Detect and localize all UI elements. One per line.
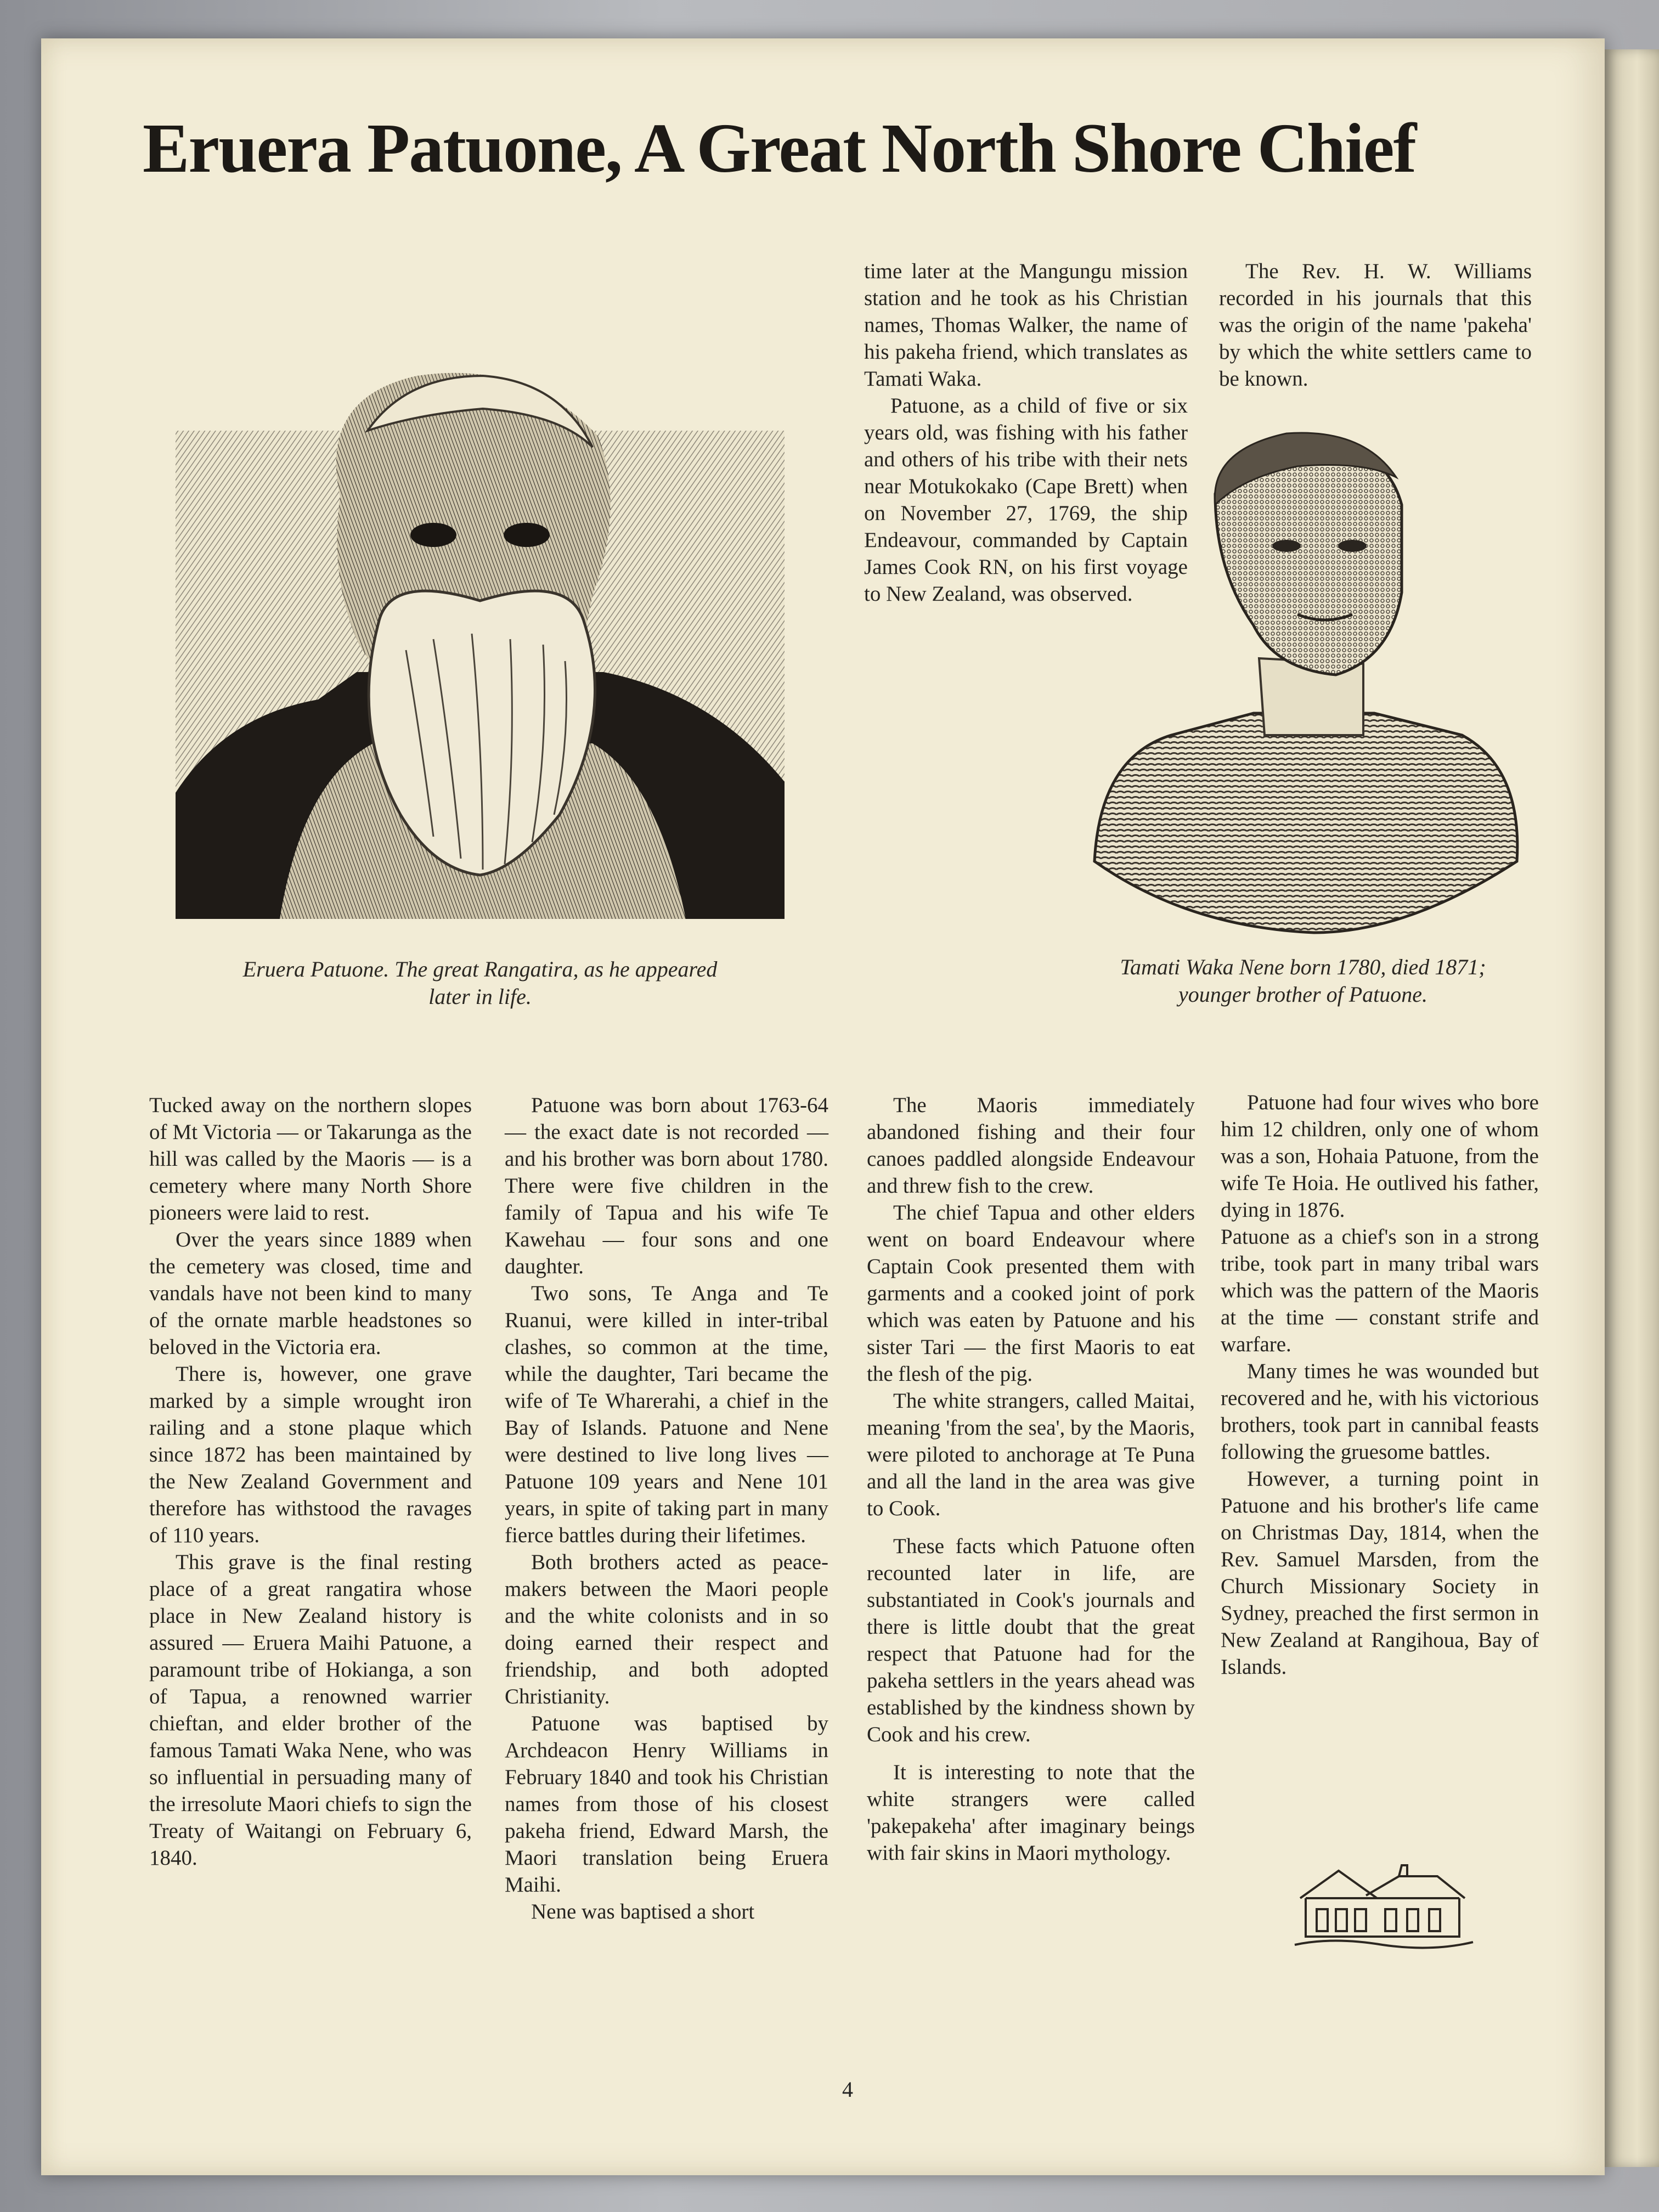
paragraph: This grave is the final resting place of a great rangatira whose place in New Zealand history is assured — Eruera Maihi Patuone, a paramount tribe of Hokianga, a son of Tapua, a renowned warrier chieftan, and elder brother of the famous Tamati Waka Nene, who was so influential in persuading many of the irresolute Maori chiefs to sign the Treaty of Waitangi on February 6, 1840.	[149, 1550, 472, 1870]
nene-caption	[1062, 953, 1544, 1008]
upper-column-4	[1219, 258, 1532, 392]
article-title: Eruera Patuone, A Great North Shore Chief	[143, 109, 1416, 187]
paragraph: Patuone, as a child of five or six years old, was fishing with his father and others of his tribe with their nets near Motukokako (Cape Brett) when on November 27, 1769, the ship Endeavour, commanded by Captain James Cook RN, on his first voyage to New Zealand, was observed.	[864, 394, 1188, 606]
paragraph: The Maoris immediately abandoned fishing and their four canoes paddled alongside Endeavour and threw fish to the crew.	[867, 1093, 1195, 1198]
paragraph: These facts which Patuone often recounted later in life, are substantiated in Cook's journals and there is little doubt that the great respect that Patuone had for the pakeha settlers in the years ahead was established by the kindness shown by Cook and his crew.	[867, 1534, 1195, 1746]
column-1	[149, 1092, 472, 1871]
paragraph: However, a turning point in Patuone and his brother's life came on Christmas Day, 1814, when the Rev. Samuel Marsden, from the Church Missionary Society in Sydney, preached the first sermon in New Zealand at Rangihoua, Bay of Islands.	[1221, 1467, 1539, 1679]
paragraph: The chief Tapua and other elders went on board Endeavour where Captain Cook presented them with garments and a cooked joint of pork which was eaten by Patuone and his sister Tari — the first Maoris to eat the flesh of the pig.	[867, 1201, 1195, 1386]
caption-line: Eruera Patuone. The great Rangatira, as he appeared	[242, 957, 718, 981]
paragraph: Many times he was wounded but recovered and he, with his victorious brothers, took part in cannibal feasts following the gruesome battles.	[1221, 1359, 1539, 1464]
paragraph: There is, however, one grave marked by a simple wrought iron railing and a stone plaque which since 1872 has been maintained by the New Zealand Government and therefore has withstood the ravages of 110 years.	[149, 1362, 472, 1547]
paragraph: Patuone as a chief's son in a strong tribe, took part in many tribal wars which was the pattern of the Maoris at the time — constant strife and warfare.	[1221, 1225, 1539, 1356]
building-sketch	[1289, 1854, 1476, 1953]
upper-column-3	[864, 258, 1188, 607]
paragraph: The white strangers, called Maitai, meaning 'from the sea', by the Maoris, were piloted to anchorage at Te Puna and all the land in the area was give to Cook.	[867, 1389, 1195, 1520]
paragraph: Two sons, Te Anga and Te Ruanui, were killed in inter-tribal clashes, so common at the time, while the daughter, Tari became the wife of Te Wharerahi, a chief in the Bay of Islands. Patuone and Nene were destined to live long lives — Patuone 109 years and Nene 101 years, in spite of taking part in many fierce battles during their lifetimes.	[505, 1282, 828, 1547]
patuone-portrait	[176, 365, 785, 919]
page-number: 4	[842, 2077, 853, 2102]
paragraph: Both brothers acted as peace-makers between the Maori people and the white colonists and in so doing earned their respect and friendship, and both adopted Christianity.	[505, 1550, 828, 1708]
paragraph: Tucked away on the northern slopes of Mt Victoria — or Takarunga as the hill was called by the Maoris — is a cemetery where many North Shore pioneers were laid to rest.	[149, 1093, 472, 1224]
column-2	[505, 1092, 828, 1925]
paragraph: Patuone was baptised by Archdeacon Henry Williams in February 1840 and took his Christian names from those of his closest pakeha friend, Edward Marsh, the Maori translation being Eruera Maihi.	[505, 1712, 828, 1897]
caption-line: younger brother of Patuone.	[1178, 982, 1427, 1007]
paragraph: The Rev. H. W. Williams recorded in his journals that this was the origin of the name 'pakeha' by which the white settlers came to be known.	[1219, 259, 1532, 391]
paragraph: Nene was baptised a short	[531, 1900, 755, 1923]
column-4	[1221, 1089, 1539, 1680]
paragraph: It is interesting to note that the white strangers were called 'pakepakeha' after imaginary beings with fair skins in Maori mythology.	[867, 1760, 1195, 1865]
paragraph: Patuone was born about 1763-64 — the exact date is not recorded — and his brother was born about 1780. There were five children in the family of Tapua and his wife Te Kawehau — four sons and one daughter.	[505, 1093, 828, 1278]
paragraph: Over the years since 1889 when the cemetery was closed, time and vandals have not been kind to many of the ornate marble headstones so beloved in the Victoria era.	[149, 1228, 472, 1359]
next-page-edge	[1605, 49, 1659, 2167]
paragraph: Patuone had four wives who bore him 12 children, only one of whom was a son, Hohaia Patuone, from the wife Te Hoia. He outlived his father, dying in 1876.	[1221, 1091, 1539, 1222]
column-3	[867, 1092, 1195, 1866]
caption-line: later in life.	[428, 984, 532, 1009]
paragraph: time later at the Mangungu mission station and he took as his Christian names, Thomas Walker, the name of his pakeha friend, which translates as Tamati Waka.	[864, 259, 1188, 391]
caption-line: Tamati Waka Nene born 1780, died 1871;	[1120, 955, 1486, 979]
patuone-caption	[165, 956, 795, 1011]
